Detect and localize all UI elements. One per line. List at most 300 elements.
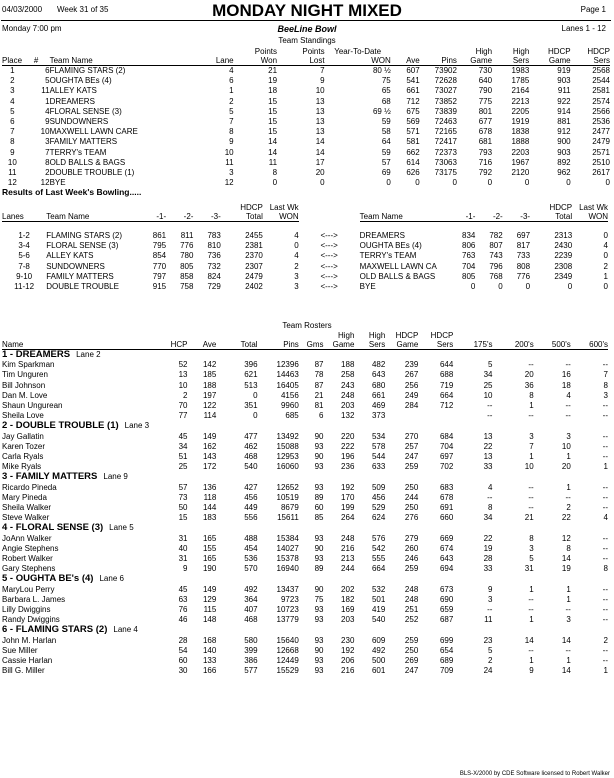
table-cell: 0 [566,178,571,188]
table-cell: 192 [341,645,355,655]
table-cell: 0 [253,411,258,421]
table-cell: 492 [244,584,258,594]
table-cell: FLORAL SENSE (3) [49,106,122,116]
table-cell: 22 [483,533,493,543]
table-cell: 69 ½ [372,106,391,116]
table-cell: 1919 [511,117,530,127]
table-cell: 31 [178,554,188,564]
player-row [2,401,608,411]
table-cell: 6 [319,411,324,421]
table-cell: 7 [529,441,534,451]
table-cell: 654 [439,645,454,655]
table-cell: 9-10 [16,271,33,281]
table-cell: 462 [244,441,258,451]
table-cell: 22 [483,441,493,451]
table-cell: 162 [202,441,217,451]
table-cell: 0 [294,241,299,251]
table-cell: -- [565,645,571,655]
table-cell: 19 [483,543,493,553]
table-cell: 236 [341,462,355,472]
table-cell: 1 [566,482,571,492]
table-cell: FLAMING STARS (2) [46,231,123,240]
table-cell: 0 [320,178,325,188]
table-cell: OUGHTA BEs (4) [49,76,112,86]
table-cell: 2477 [592,127,610,137]
table-cell: 488 [244,533,258,543]
table-cell: 20 [524,370,534,380]
table-cell: 2 [603,261,608,271]
result-row [2,262,608,272]
table-cell: 11 [268,157,278,167]
table-cell: 775 [478,96,493,106]
table-cell: 93 [314,554,324,564]
team-header-row [2,421,608,431]
table-cell: 13 [315,117,325,127]
table-cell: 1 [529,452,534,462]
player-row [2,554,608,564]
table-cell: 1785 [511,76,530,86]
table-cell: 22 [561,513,571,523]
table-cell: 482 [371,360,386,370]
table-cell: 3 [294,282,299,292]
table-cell: -- [528,360,534,370]
table-cell: -- [487,411,493,421]
table-cell: 570 [244,564,258,574]
table-cell: 93 [314,666,324,676]
table-cell: 10 [7,157,17,167]
standings-row [2,158,610,168]
table-cell: -- [602,503,608,513]
table-cell: 743 [489,251,503,261]
team-lane: Lane 9 [103,472,128,482]
table-cell: 5 [45,76,50,86]
table-cell: 85 [314,513,324,523]
table-cell: 919 [557,66,571,75]
table-cell: 810 [207,241,221,251]
table-cell: 691 [439,503,454,513]
table-cell: -- [602,492,608,502]
table-cell: -- [602,533,608,543]
table-cell: Angie Stephens [2,543,59,553]
table-cell: 577 [244,666,258,676]
table-cell: 118 [203,492,217,502]
table-cell: 0 [605,178,610,188]
table-cell: 680 [371,380,386,390]
team-lane: Lane 5 [109,523,134,533]
table-cell: 64 [381,137,391,147]
table-cell: 12449 [276,656,299,666]
team-name: 4 - FLORAL SENSE (3) [2,522,104,534]
table-cell: 5 [10,106,15,116]
table-cell: 669 [439,533,454,543]
table-cell: 900 [557,137,571,147]
table-cell: 640 [478,76,493,86]
table-cell: 3-4 [18,241,30,251]
table-cell: 9960 [280,401,299,411]
table-cell: <---> [320,231,338,240]
team-header-row [2,523,608,533]
table-cell: 166 [202,666,217,676]
table-cell: 24 [483,666,493,676]
table-cell: 188 [341,360,355,370]
table-cell: Karen Tozer [2,441,45,451]
table-cell: 817 [516,241,531,251]
table-cell: 8 [603,564,608,574]
table-cell: 248 [341,390,355,400]
table-cell: FAMILY MATTERS [46,271,114,281]
table-cell: 7 [10,127,15,137]
table-cell: 456 [371,492,386,502]
table-cell: 185 [202,370,217,380]
table-cell: 21 [268,66,278,75]
table-cell: 661 [406,86,420,96]
table-cell: 468 [244,452,258,462]
table-cell: 685 [285,411,299,421]
table-cell: 14463 [276,370,299,380]
table-cell: 678 [439,492,454,502]
table-cell: 633 [371,462,386,472]
table-cell: 2581 [592,86,610,96]
table-cell: 51 [178,452,188,462]
table-cell: 45 [178,431,188,441]
table-cell: 279 [404,533,419,543]
table-cell: 252 [404,615,419,625]
table-cell: 677 [478,117,493,127]
standings-heading: Team Standings [278,36,336,45]
table-cell: 2 [603,635,608,645]
table-cell: 9 [320,76,325,86]
table-cell: 197 [202,390,217,400]
table-cell: DREAMERS [359,231,405,240]
table-cell: 72628 [434,76,457,86]
table-cell: 3 [529,431,534,441]
table-cell: 89 [314,492,324,502]
table-cell: 13437 [276,584,299,594]
table-cell: 770 [152,261,167,271]
table-cell: 694 [439,564,454,574]
results-header: HDCP Last Wk HDCP Last Wk Lanes Team Name -1- -2- -3- Total WON Team Name -1- -2- -3- Total WON [2,203,608,221]
table-cell: 267 [404,370,419,380]
table-cell: 115 [203,605,217,615]
standings-row [2,107,610,117]
table-cell: 12953 [276,452,299,462]
table-cell: 697 [516,231,531,240]
table-cell: 660 [439,513,454,523]
table-cell: 129 [202,594,217,604]
table-cell: 182 [341,594,355,604]
table-cell: 3 [603,390,608,400]
table-cell: Shaun Ungurean [2,401,63,411]
table-cell: 783 [207,231,221,240]
table-cell: 90 [314,645,324,655]
table-cell: 858 [180,271,194,281]
table-cell: 28 [483,554,493,564]
table-cell: 601 [371,666,386,676]
table-cell: 18 [268,86,278,96]
table-cell: 15088 [276,441,299,451]
table-cell: 1-2 [18,231,30,240]
table-cell: 3 [229,168,234,178]
team-header-row [2,574,608,584]
table-cell: 80 ½ [372,66,391,75]
table-cell: 2 [294,261,299,271]
table-cell: 90 [314,584,324,594]
table-cell: 9 [229,137,234,147]
table-cell: 249 [404,390,419,400]
table-cell: 78 [314,370,324,380]
table-cell: 758 [180,282,194,292]
table-cell: -- [602,452,608,462]
table-cell: OLD BALLS & BAGS [359,271,436,281]
table-cell: 664 [371,564,386,574]
team-heading [2,350,608,361]
table-cell: 52 [178,360,188,370]
table-cell: 903 [557,147,571,157]
table-cell: 11 [41,86,50,96]
table-cell: FLORAL SENSE (3) [46,241,119,251]
table-cell: 1 [566,656,571,666]
table-cell: 16060 [276,462,299,472]
table-cell: 93 [314,615,324,625]
table-cell: 16 [561,370,571,380]
table-cell: 0 [567,282,573,292]
table-cell: 13 [315,96,325,106]
player-row [2,595,608,605]
team-lane: Lane 4 [113,625,138,635]
table-cell: 75 [314,594,324,604]
table-cell: 3 [566,431,571,441]
table-cell: Jay Gallatin [2,431,44,441]
table-cell: 3 [566,615,571,625]
table-cell: 12396 [276,360,299,370]
table-cell: 716 [478,157,493,167]
table-cell: 12 [561,533,571,543]
table-cell: 244 [404,492,419,502]
table-cell: 2203 [511,147,530,157]
table-cell: Barbara L. James [2,594,66,604]
table-cell: 7 [229,117,234,127]
table-cell: 1983 [511,66,530,75]
table-cell: 702 [439,462,454,472]
table-cell: 15611 [277,513,299,523]
player-row [2,646,608,656]
table-cell: TERRY's TEAM [359,251,417,261]
standings-row [2,148,610,158]
table-cell: -- [602,543,608,553]
table-cell: 854 [152,251,167,261]
table-cell: 72417 [434,137,457,147]
table-cell: 5 [488,360,493,370]
table-cell: DOUBLE TROUBLE [46,282,119,292]
table-cell: 578 [371,441,386,451]
table-cell: -- [565,360,571,370]
result-row [2,231,608,241]
table-cell: 2571 [592,147,610,157]
team-name: 2 - DOUBLE TROUBLE (1) [2,420,119,432]
table-cell: 792 [478,168,493,178]
table-cell: 805 [180,261,194,271]
table-cell: 8 [529,390,534,400]
table-cell: 614 [406,157,420,167]
table-cell: 2430 [554,241,573,251]
table-cell: 704 [439,441,454,451]
table-cell: 8 [603,380,608,390]
table-cell: 580 [244,635,258,645]
table-cell: ALLEY KATS [49,86,97,96]
table-cell: 16405 [276,380,299,390]
table-cell: 729 [207,282,221,292]
table-cell: 807 [489,241,503,251]
table-cell: 10 [561,441,571,451]
table-cell: 903 [557,76,571,86]
table-cell: -- [528,594,534,604]
table-cell: 4 [45,106,50,116]
table-cell: 31 [178,533,188,543]
standings-row [2,86,610,96]
player-row [2,493,608,503]
table-cell: 140 [202,645,217,655]
table-cell: -- [565,605,571,615]
table-cell: 0 [603,231,608,240]
table-cell: 733 [516,251,531,261]
table-cell: 264 [341,513,355,523]
table-cell: 3 [529,543,534,553]
table-cell: 795 [152,241,167,251]
table-cell: 250 [404,482,419,492]
table-cell: 2 [488,656,493,666]
table-cell: 1 [566,594,571,604]
table-cell: 276 [404,513,419,523]
table-cell: 13 [178,370,188,380]
table-cell: 4 [294,231,299,240]
table-cell: 8 [488,503,493,513]
table-cell: 536 [244,554,258,564]
table-cell: 9 [488,584,493,594]
table-cell: 2 [183,390,188,400]
table-cell: 1 [529,584,534,594]
table-cell: 34 [483,513,493,523]
table-cell: 12 [7,178,17,188]
table-cell: 244 [341,564,355,574]
bowling-center: BeeLine Bowl [277,24,337,34]
table-cell: -- [528,605,534,615]
table-cell: 9 [45,117,50,127]
table-cell: Robert Walker [2,554,53,564]
table-cell: 892 [557,157,571,167]
table-cell: 2307 [245,261,263,271]
team-lane: Lane 3 [124,421,150,431]
table-cell: 90 [314,431,324,441]
table-cell: 149 [202,431,217,441]
table-cell: 501 [371,594,386,604]
table-cell: 28 [178,635,188,645]
table-cell: 259 [404,564,419,574]
table-cell: DOUBLE TROUBLE (1) [49,168,135,178]
player-row [2,483,608,493]
table-cell: 8 [45,157,50,167]
table-cell: 87 [314,360,324,370]
table-cell: 284 [404,401,419,411]
table-cell: 2568 [592,66,610,75]
table-cell: 689 [439,656,454,666]
table-cell: 9 [10,147,15,157]
table-cell: 155 [202,543,217,553]
table-cell: 183 [202,513,217,523]
table-cell: 0 [603,282,608,292]
table-cell: -- [602,605,608,615]
table-cell: -- [602,431,608,441]
table-cell: 1838 [511,127,530,137]
table-cell: 5 [488,645,493,655]
table-cell: 607 [406,66,420,75]
table-cell: 2381 [245,241,263,251]
report-date: 04/03/2000 [2,5,43,14]
table-cell: 11 [8,168,17,178]
table-cell: 542 [371,543,386,553]
table-cell: 10 [178,380,188,390]
table-cell: 0 [487,178,493,188]
table-cell: 14 [561,666,571,676]
table-cell: 190 [202,564,217,574]
table-cell: 834 [462,231,476,240]
table-cell: -- [487,605,493,615]
table-cell: -- [528,492,534,502]
table-cell: 2349 [554,271,573,281]
table-cell: 246 [404,554,419,564]
table-cell: 59 [381,117,391,127]
table-cell: 15 [268,127,278,137]
table-cell: FAMILY MATTERS [49,137,118,147]
table-cell: 11 [484,615,493,625]
table-cell: 1 [45,96,50,106]
table-cell: 2 [45,168,50,178]
table-cell: -- [602,411,608,421]
table-cell: 4 [566,390,571,400]
table-cell: 250 [404,645,419,655]
player-row [2,605,608,615]
table-cell: Ricardo Pineda [2,482,57,492]
table-cell: 21 [314,390,324,400]
table-cell: 576 [371,533,386,543]
table-cell: 93 [314,482,324,492]
table-cell: 192 [341,482,355,492]
standings-row [2,137,610,147]
table-cell: 2213 [511,96,530,106]
table-cell: 544 [371,452,386,462]
table-cell: 776 [516,271,531,281]
team-heading [2,625,608,635]
table-cell: 2370 [245,251,263,261]
table-cell: 624 [371,513,386,523]
table-cell: Mike Ryals [2,462,42,472]
table-cell: 0 [603,251,608,261]
table-cell: 10 [524,462,534,472]
table-cell: 4 [294,251,299,261]
table-cell: 2120 [511,168,530,178]
table-cell: 699 [439,635,454,645]
table-cell: 5 [529,554,534,564]
table-cell: 456 [244,492,258,502]
table-cell: 5-6 [18,251,30,261]
table-cell: 0 [386,178,391,188]
table-cell: 15640 [276,635,299,645]
table-cell: -- [528,482,534,492]
table-cell: 77 [178,411,188,421]
player-row [2,370,608,380]
table-cell: 73852 [434,96,457,106]
table-cell: ALLEY KATS [46,251,94,261]
table-cell: -- [602,441,608,451]
